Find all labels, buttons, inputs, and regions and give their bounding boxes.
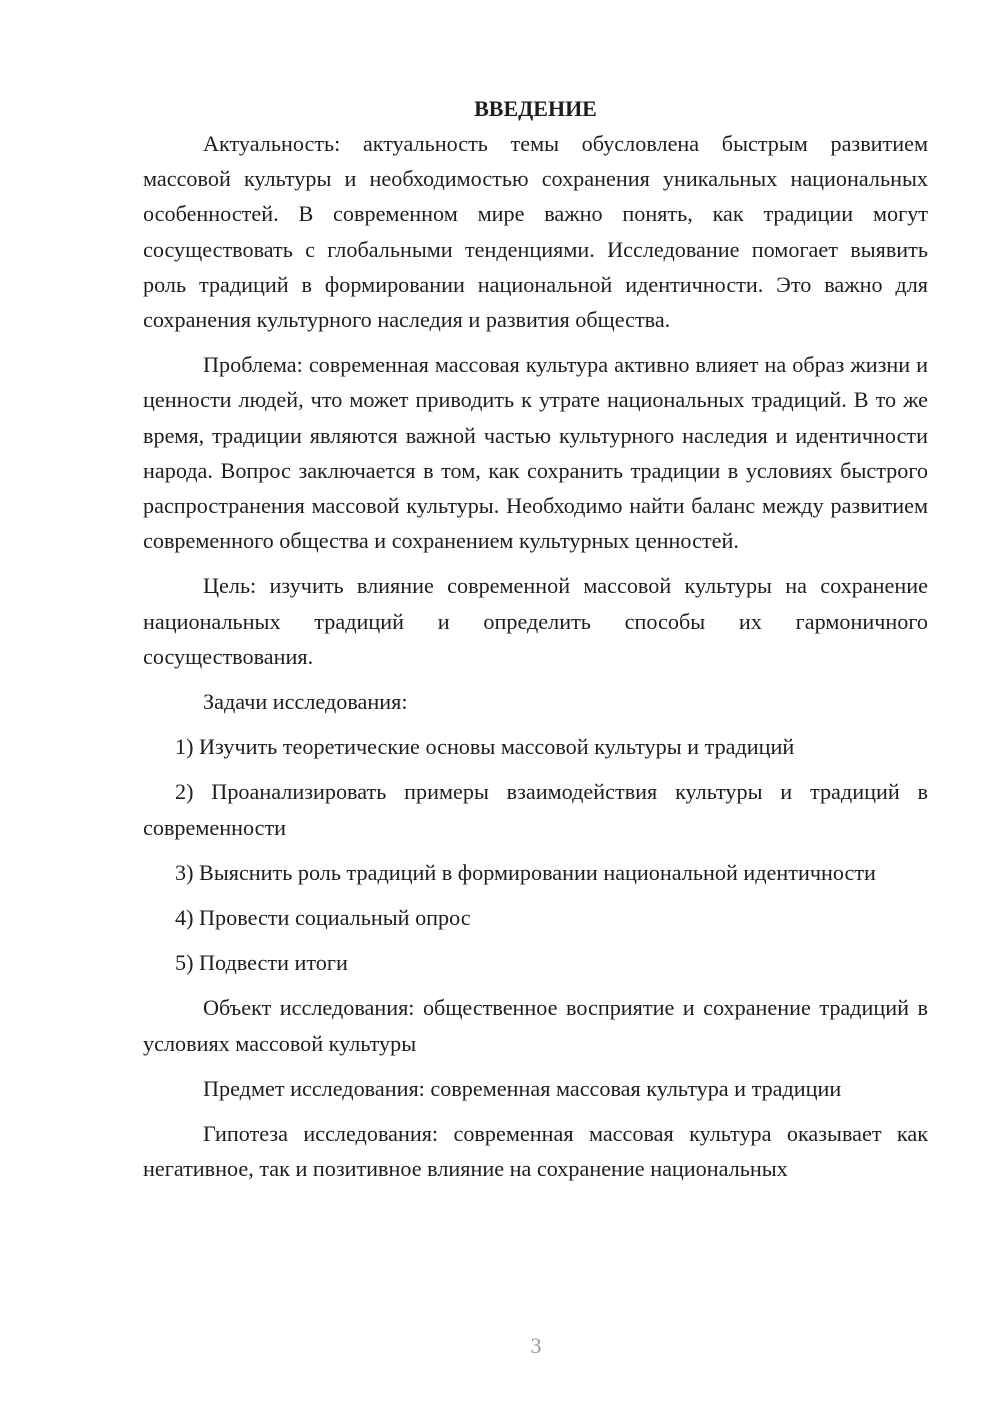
task-item-4: 4) Провести социальный опрос xyxy=(175,905,471,931)
section-title: ВВЕДЕНИЕ xyxy=(474,96,597,121)
task-item-5: 5) Подвести итоги xyxy=(175,950,348,976)
document-page xyxy=(143,94,928,1196)
paragraph-goal: Цель: изучить влияние современной массовой культуры на сохранение национальных традиций и определить способы их гармоничного сосуществования. xyxy=(143,573,928,669)
page-number: 3 xyxy=(530,1333,542,1358)
task-item-1: 1) Изучить теоретические основы массовой культуры и традиций xyxy=(175,734,795,760)
paragraph-problem: Проблема: современная массовая культура активно влияет на образ жизни и ценности людей, что может приводить к утрате национальных традиций. В то же время, традиции являются важной частью культурного наследия и идентичности народа. Вопрос заключается в том, как сохранить традиции в условиях быстрого распространения массовой культуры. Необходимо найти баланс между развитием современного общества и сохранением культурных ценностей. xyxy=(143,352,928,554)
task-item-3: 3) Выяснить роль традиций в формировании национальной идентичности xyxy=(175,859,876,885)
paragraph-relevance: Актуальность: актуальность темы обусловлена быстрым развитием массовой культуры и необходимостью сохранения уникальных национальных особенностей. В современном мире важно понять, как традиции могут сосуществовать с глобальными тенденциями. Исследование помогает выявить роль традиций в формировании национальной идентичности. Это важно для сохранения культурного наследия и развития общества. xyxy=(143,131,928,333)
paragraph-subject: Предмет исследования: современная массовая культура и традиции xyxy=(203,1075,842,1101)
paragraph-object: Объект исследования: общественное восприятие и сохранение традиций в условиях массовой культуры xyxy=(143,995,928,1056)
paragraph-hypothesis: Гипотеза исследования: современная массовая культура оказывает как негативное, так и позитивное влияние на сохранение национальных xyxy=(143,1121,928,1182)
task-item-2: 2) Проанализировать примеры взаимодействия культуры и традиций в современности xyxy=(143,779,928,840)
tasks-heading: Задачи исследования: xyxy=(203,689,408,715)
